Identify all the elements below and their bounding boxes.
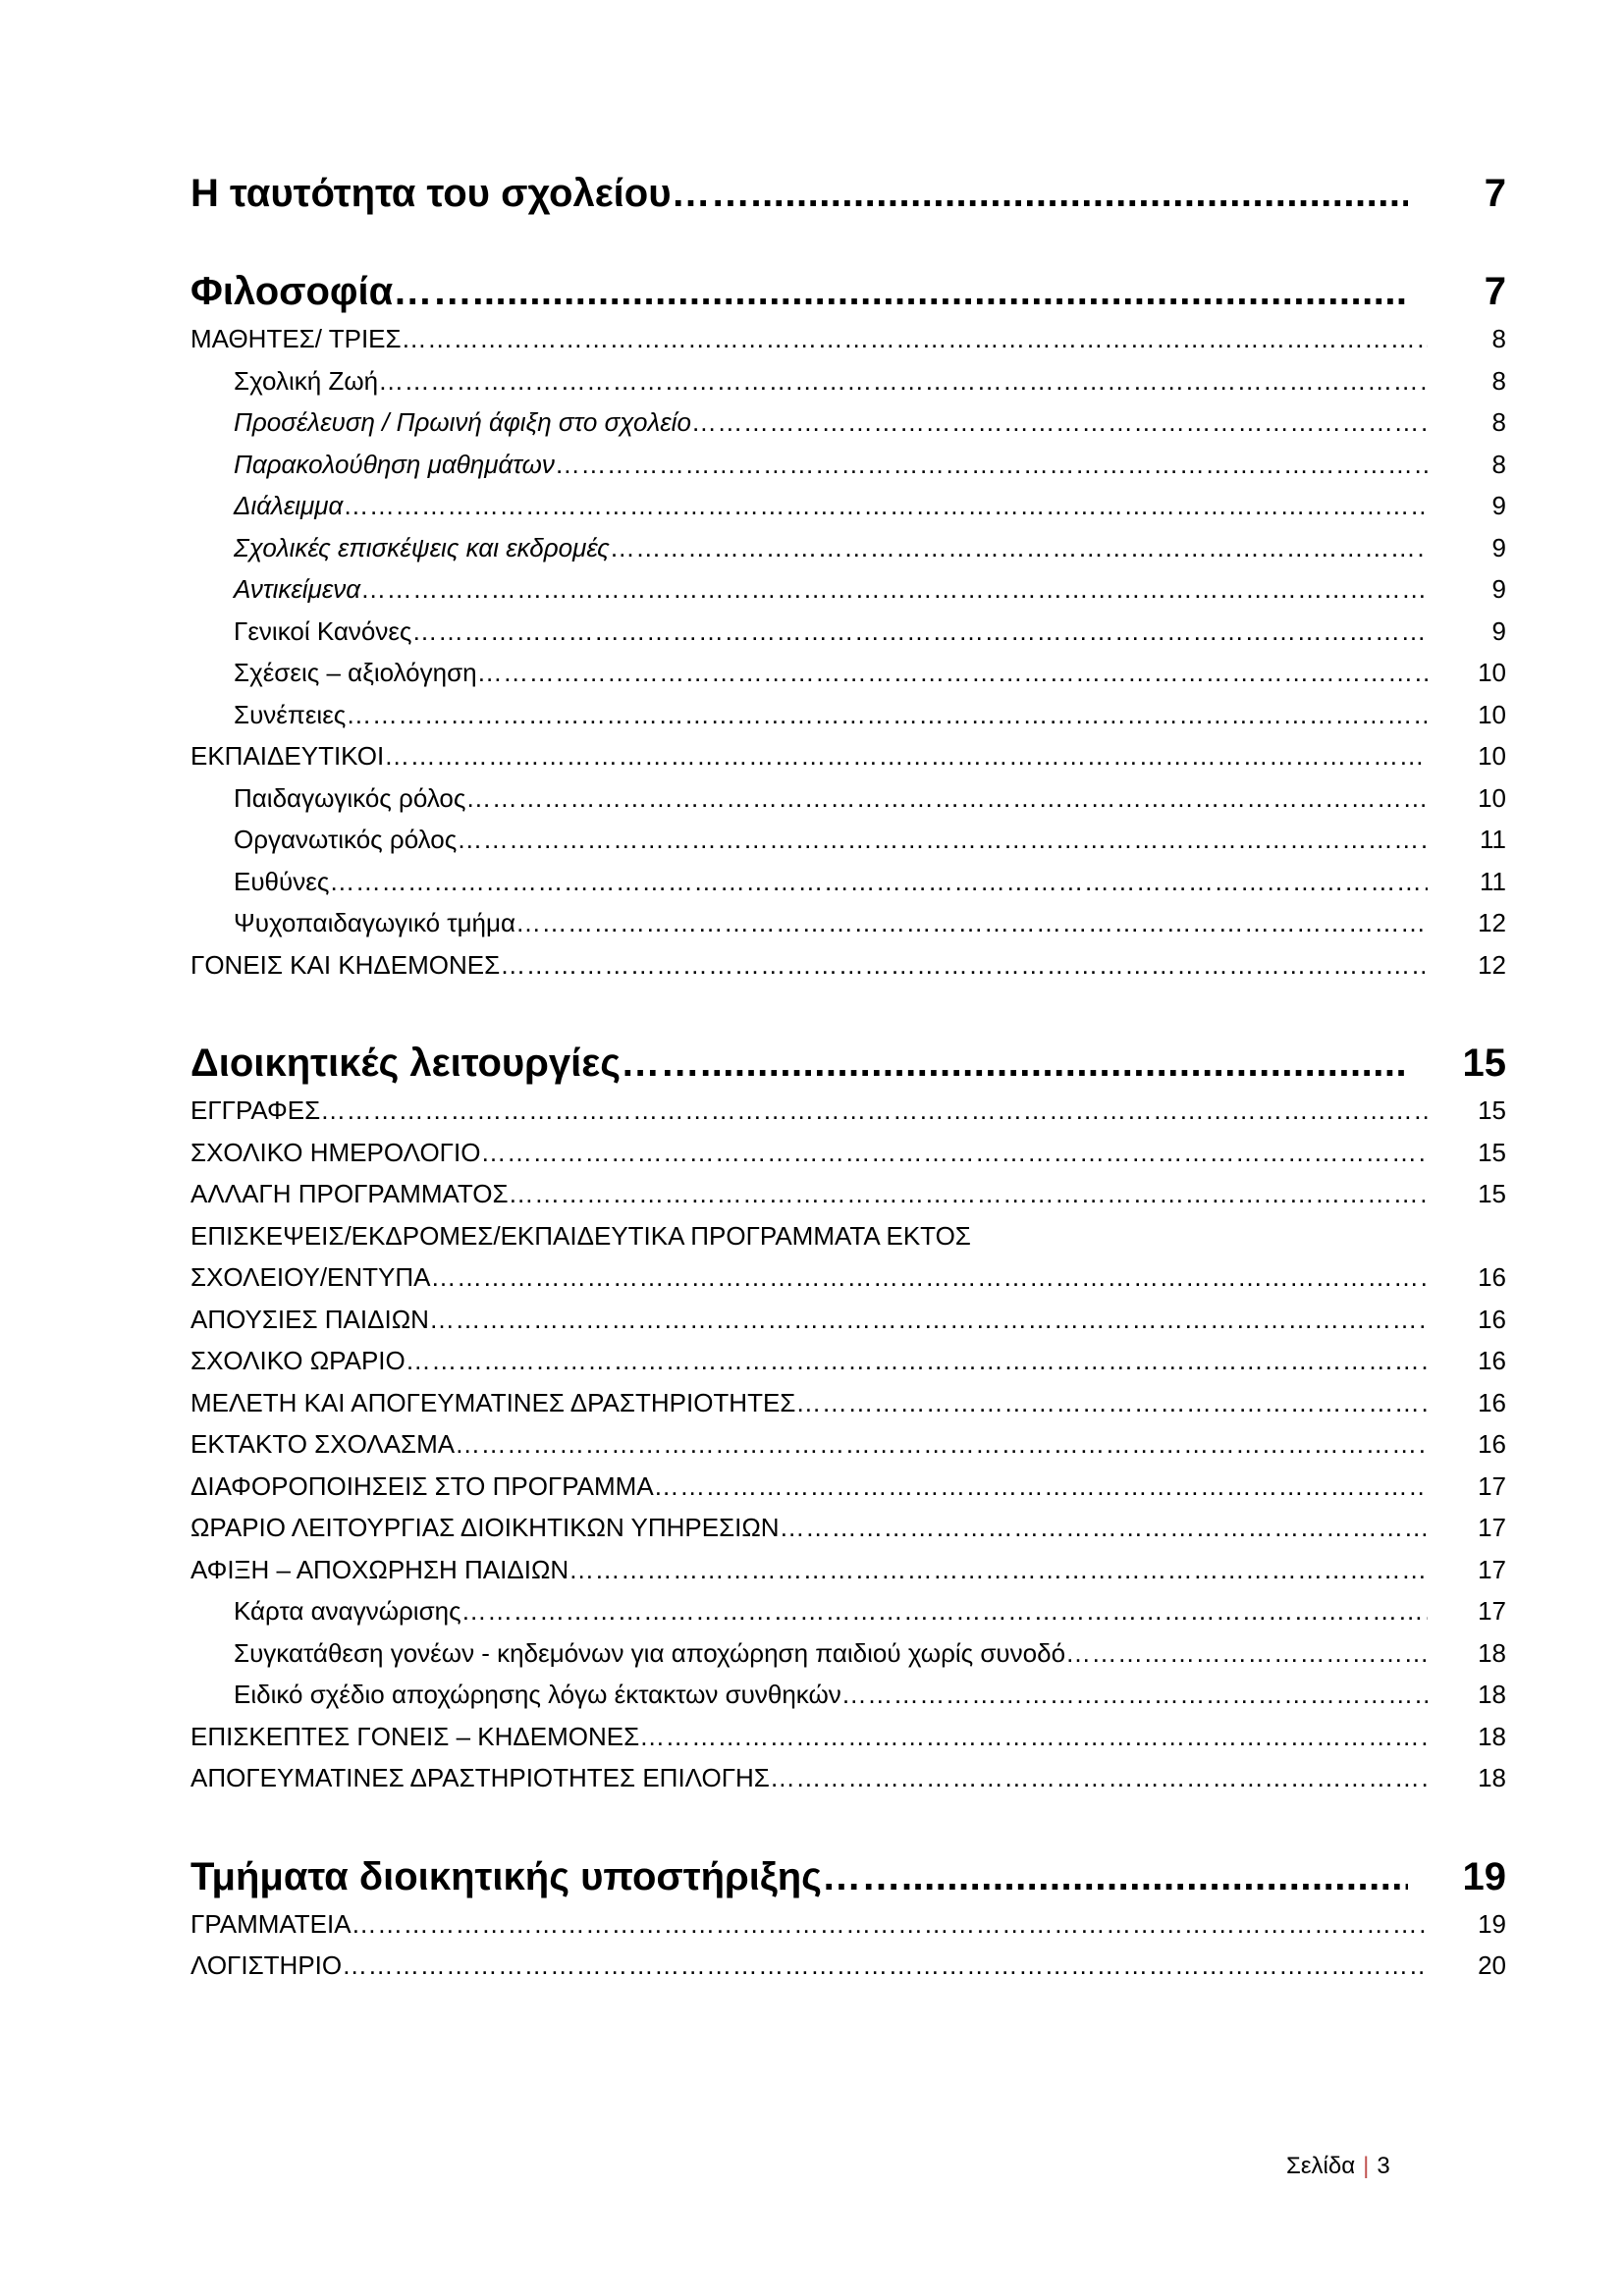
toc-entry[interactable] (190, 652, 1506, 694)
toc-entry-label: ΣΧΟΛΙΚΟ ΗΜΕΡΟΛΟΓΙΟ (190, 1137, 481, 1167)
toc-entry[interactable] (190, 1903, 1506, 1946)
toc-entry[interactable] (190, 611, 1506, 653)
toc-entry-label: Ειδικό σχέδιο αποχώρησης λόγω έκτακτων συνθηκών (234, 1680, 841, 1709)
toc-page-number: 19 (1478, 1908, 1506, 1939)
toc-page-number: 15 (1478, 1179, 1506, 1208)
dot-leader (621, 1037, 1408, 1090)
toc-page-number: 17 (1478, 1596, 1506, 1626)
spacer (190, 1799, 1506, 1850)
toc-entry-label: ΔΙΑΦΟΡΟΠΟΙΗΣΕΙΣ ΣΤΟ ΠΡΟΓΡΑΜΜΑ (190, 1470, 654, 1501)
spacer (190, 986, 1506, 1037)
toc-page-number: 10 (1478, 699, 1506, 729)
toc-entry[interactable] (190, 735, 1506, 777)
toc-entry-label: ΕΓΓΡΑΦΕΣ (190, 1095, 321, 1125)
dot-leader (568, 1549, 1428, 1591)
toc-entry[interactable] (190, 444, 1506, 486)
toc-page-number: 7 (1484, 172, 1506, 215)
toc-page-number: 9 (1491, 491, 1506, 520)
dot-leader (329, 861, 1428, 903)
toc-entry[interactable] (190, 1757, 1506, 1799)
toc-entry[interactable] (190, 819, 1506, 861)
toc-page-number: 17 (1478, 1513, 1506, 1542)
dot-leader (406, 1340, 1428, 1382)
toc-heading-administrative-functions[interactable] (190, 1037, 1506, 1090)
toc-entry[interactable] (190, 1590, 1506, 1632)
toc-entry-label-first-line: ΕΠΙΣΚΕΨΕΙΣ/ΕΚΔΡΟΜΕΣ/ΕΚΠΑΙΔΕΥΤΙΚΑ ΠΡΟΓΡΑΜΜΑΤΑ ΕΚΤΟΣ (190, 1220, 971, 1251)
dot-leader (352, 1903, 1428, 1946)
footer-page-number: 3 (1377, 2153, 1390, 2179)
toc-page-number: 12 (1478, 908, 1506, 937)
dot-leader (555, 444, 1428, 486)
toc-entry-label: ΣΧΟΛΕΙΟΥ/ΕΝΤΥΠΑ (190, 1262, 431, 1292)
toc-entry-label: Διάλειμμα (234, 491, 344, 520)
toc-entry[interactable] (190, 1090, 1506, 1132)
toc-page-number: 7 (1484, 270, 1506, 313)
toc-entry-label: Παρακολούθηση μαθημάτων (234, 449, 555, 479)
toc-entry[interactable] (190, 568, 1506, 611)
toc-page-number: 10 (1478, 658, 1506, 687)
dot-leader (480, 1132, 1428, 1174)
toc-entry-label: Ψυχοπαιδαγωγικό τμήμα (234, 908, 516, 937)
toc-page-number: 18 (1478, 1680, 1506, 1709)
toc-entry[interactable] (190, 1945, 1506, 1987)
dot-leader (465, 777, 1428, 820)
dot-leader (378, 360, 1428, 402)
toc-page-number: 18 (1478, 1763, 1506, 1792)
toc-entry-label: ΑΠΟΓΕΥΜΑΤΙΝΕΣ ΔΡΑΣΤΗΡΙΟΤΗΤΕΣ ΕΠΙΛΟΓΗΣ (190, 1763, 770, 1792)
toc-page-number: 17 (1478, 1470, 1506, 1501)
table-of-contents (190, 167, 1506, 1987)
toc-entry-label: Κάρτα αναγνώρισης (234, 1596, 461, 1626)
dot-leader (393, 265, 1408, 318)
toc-entry-label: Συγκατάθεση γονέων - κηδεμόνων για αποχώρηση παιδιού χωρίς συνοδό (234, 1637, 1066, 1668)
toc-entry-label: ΓΡΑΜΜΑΤΕΙΑ (190, 1908, 352, 1939)
toc-entry[interactable] (190, 861, 1506, 903)
toc-entry-label: Ευθύνες (234, 866, 330, 896)
toc-entry-label: Αντικείμενα (234, 574, 361, 604)
toc-heading-label: Τμήματα διοικητικής υποστήριξης (190, 1854, 822, 1898)
dot-leader (457, 819, 1428, 861)
toc-entry[interactable] (190, 902, 1506, 944)
dot-leader (515, 902, 1428, 944)
toc-page-number: 9 (1491, 574, 1506, 604)
toc-page-number: 17 (1478, 1554, 1506, 1584)
toc-entry-label: Οργανωτικός ρόλος (234, 825, 458, 854)
toc-entry-label: ΕΠΙΣΚΕΠΤΕΣ ΓΟΝΕΙΣ – ΚΗΔΕΜΟΝΕΣ (190, 1721, 640, 1751)
toc-page-number: 15 (1478, 1095, 1506, 1125)
toc-entry-label: Σχολική Ζωή (234, 365, 379, 396)
toc-entry[interactable] (190, 1299, 1506, 1341)
toc-page-number: 12 (1478, 949, 1506, 980)
toc-page-number: 10 (1478, 782, 1506, 813)
spacer (190, 220, 1506, 265)
toc-page-number: 16 (1478, 1304, 1506, 1334)
dot-leader (610, 527, 1428, 569)
dot-leader (770, 1757, 1428, 1799)
dot-leader (500, 944, 1428, 987)
toc-heading-philosophy[interactable] (190, 265, 1506, 318)
toc-entry[interactable] (190, 401, 1506, 444)
dot-leader (509, 1173, 1428, 1215)
dot-leader (795, 1382, 1428, 1424)
toc-entry[interactable] (190, 1382, 1506, 1424)
toc-entry[interactable] (190, 1173, 1506, 1215)
toc-entry[interactable] (190, 1423, 1506, 1466)
toc-page-number: 18 (1478, 1637, 1506, 1668)
toc-entry[interactable] (190, 944, 1506, 987)
toc-entry-label: ΣΧΟΛΙΚΟ ΩΡΑΡΙΟ (190, 1346, 406, 1375)
toc-entry[interactable] (190, 318, 1506, 360)
toc-entry[interactable] (190, 1256, 1506, 1299)
toc-page-number: 8 (1491, 449, 1506, 479)
toc-entry[interactable] (190, 694, 1506, 736)
toc-page-number: 8 (1491, 407, 1506, 437)
toc-page-number: 8 (1491, 324, 1506, 353)
toc-heading-label: Διοικητικές λειτουργίες (190, 1041, 622, 1085)
toc-page-number: 11 (1480, 825, 1506, 854)
toc-page-number: 16 (1478, 1429, 1506, 1459)
toc-entry-label: ΑΠΟΥΣΙΕΣ ΠΑΙΔΙΩΝ (190, 1304, 429, 1334)
toc-page-number: 9 (1491, 615, 1506, 646)
toc-entry-label: ΩΡΑΡΙΟ ΛΕΙΤΟΥΡΓΙΑΣ ΔΙΟΙΚΗΤΙΚΩΝ ΥΠΗΡΕΣΙΩΝ (190, 1513, 780, 1542)
dot-leader (429, 1299, 1428, 1341)
dot-leader (342, 1945, 1428, 1987)
footer-page-label: Σελίδα (1286, 2153, 1356, 2179)
toc-entry[interactable] (190, 1716, 1506, 1758)
toc-page-number: 16 (1478, 1387, 1506, 1417)
toc-entry-label: ΓΟΝΕΙΣ ΚΑΙ ΚΗΔΕΜΟΝΕΣ (190, 949, 501, 980)
toc-entry-label: Γενικοί Κανόνες (234, 615, 412, 646)
toc-entry[interactable] (190, 485, 1506, 527)
footer-separator: | (1363, 2153, 1370, 2179)
dot-leader (455, 1423, 1428, 1466)
toc-page-number: 20 (1478, 1950, 1506, 1980)
toc-heading-administrative-support[interactable] (190, 1850, 1506, 1903)
toc-page-number: 11 (1480, 866, 1506, 896)
toc-entry[interactable] (190, 1466, 1506, 1508)
toc-entry[interactable] (190, 527, 1506, 569)
toc-entry-label: Συνέπειες (234, 699, 347, 729)
toc-page-number: 15 (1462, 1041, 1506, 1085)
toc-entry-label: Σχέσεις – αξιολόγηση (234, 658, 477, 687)
dot-leader (841, 1674, 1428, 1716)
dot-leader (431, 1256, 1428, 1299)
dot-leader (411, 611, 1428, 653)
toc-heading-school-identity[interactable] (190, 167, 1506, 220)
toc-entry-label: ΑΦΙΞΗ – ΑΠΟΧΩΡΗΣΗ ΠΑΙΔΙΩΝ (190, 1554, 569, 1584)
dot-leader (672, 167, 1408, 220)
toc-entry-label: ΕΚΠΑΙΔΕΥΤΙΚΟΙ (190, 741, 385, 771)
toc-entry[interactable] (190, 360, 1506, 402)
toc-entry[interactable] (190, 1507, 1506, 1549)
toc-heading-label: Φιλοσοφία (190, 270, 394, 313)
toc-entry-label: ΕΚΤΑΚΤΟ ΣΧΟΛΑΣΜΑ (190, 1429, 456, 1459)
toc-page-number: 16 (1478, 1346, 1506, 1375)
toc-entry[interactable] (190, 1132, 1506, 1174)
toc-heading-label: Η ταυτότητα του σχολείου (190, 172, 672, 215)
page-footer (1286, 2153, 1390, 2180)
toc-entry[interactable] (190, 1340, 1506, 1382)
toc-entry[interactable] (190, 777, 1506, 820)
toc-entry-label: ΜΕΛΕΤΗ ΚΑΙ ΑΠΟΓΕΥΜΑΤΙΝΕΣ ΔΡΑΣΤΗΡΙΟΤΗΤΕΣ (190, 1387, 796, 1417)
toc-page-number: 9 (1491, 532, 1506, 562)
toc-entry-label: ΑΛΛΑΓΗ ΠΡΟΓΡΑΜΜΑΤΟΣ (190, 1179, 509, 1208)
toc-page-number: 18 (1478, 1721, 1506, 1751)
dot-leader (477, 652, 1428, 694)
toc-page-number: 8 (1491, 365, 1506, 396)
toc-entry[interactable] (190, 1549, 1506, 1591)
dot-leader (402, 318, 1428, 360)
toc-entry-label: Σχολικές επισκέψεις και εκδρομές (234, 532, 610, 562)
toc-entry-label: Παιδαγωγικός ρόλος (234, 782, 466, 813)
toc-entry[interactable] (190, 1674, 1506, 1716)
dot-leader (639, 1716, 1428, 1758)
dot-leader (346, 694, 1428, 736)
dot-leader (343, 485, 1428, 527)
dot-leader (360, 568, 1428, 611)
toc-page-number: 10 (1478, 741, 1506, 771)
toc-page-number: 19 (1462, 1854, 1506, 1898)
dot-leader (822, 1850, 1408, 1903)
dot-leader (691, 401, 1428, 444)
dot-leader (654, 1466, 1428, 1508)
toc-entry[interactable] (190, 1632, 1506, 1675)
dot-leader (384, 735, 1428, 777)
toc-entry-label: ΛΟΓΙΣΤΗΡΙΟ (190, 1950, 343, 1980)
dot-leader (320, 1090, 1428, 1132)
toc-page-number: 16 (1478, 1262, 1506, 1292)
toc-page-number: 15 (1478, 1137, 1506, 1167)
dot-leader (780, 1507, 1428, 1549)
dot-leader (461, 1590, 1428, 1632)
toc-entry-label: ΜΑΘΗΤΕΣ/ ΤΡΙΕΣ (190, 324, 402, 353)
toc-entry-label: Προσέλευση / Πρωινή άφιξη στο σχολείο (234, 407, 691, 437)
dot-leader (1065, 1632, 1428, 1675)
